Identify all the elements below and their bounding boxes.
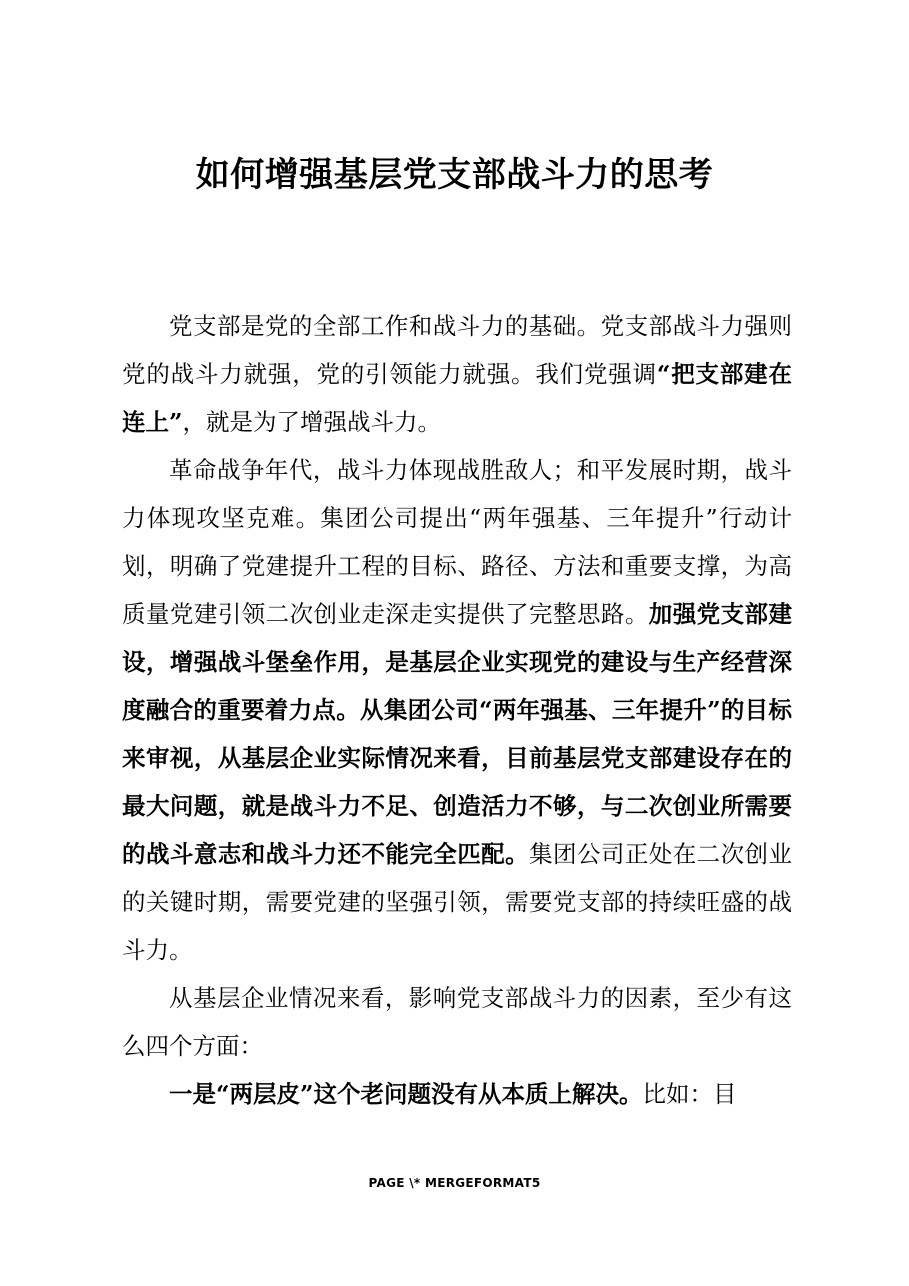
paragraph-2-bold: 加强党支部建设，增强战斗堡垒作用，是基层企业实现党的建设与生产经营深度融合的重要着力点。从集团公司“两年强基、三年提升”的目标来审视，从基层企业实际情况来看，目前基层党支部建设存在的最大问题，就是战斗力不足、创造活力不够，与二次创业所需要的战斗意志和战斗力还不能完全匹配。	[122, 600, 793, 868]
paragraph-1-text: 党支部是党的全部工作和战斗力的基础。党支部战斗力强则党的战斗力就强，党的引领能力就强。我们党强调	[122, 312, 792, 388]
paragraph-4-tail: 比如：目	[642, 1080, 737, 1108]
paragraph-1-tail: ，就是为了增强战斗力。	[182, 408, 442, 436]
paragraph-2	[122, 446, 792, 974]
paragraph-2-tail: 集团公司正处在二次创业的关键时期，需要党建的坚强引领，需要党支部的持续旺盛的战斗力。	[122, 840, 793, 964]
paragraph-3: 从基层企业情况来看，影响党支部战斗力的因素，至少有这么四个方面：	[122, 984, 792, 1060]
paragraph-4	[122, 1070, 792, 1118]
paragraph-1	[122, 302, 792, 446]
paragraph-4-bold: 一是“两层皮”这个老问题没有从本质上解决。	[169, 1080, 643, 1108]
document-title: 如何增强基层党支部战斗力的思考	[195, 155, 714, 195]
paragraph-1-bold: “把支部建在连上”	[122, 360, 792, 436]
document-body	[122, 302, 792, 1118]
page-footer: PAGE \* MERGEFORMAT5	[368, 1176, 541, 1190]
paragraph-2-text: 革命战争年代，战斗力体现战胜敌人；和平发展时期，战斗力体现攻坚克难。集团公司提出“两年强基、三年提升”行动计划，明确了党建提升工程的目标、路径、方法和重要支撑，为高质量党建引领二次创业走深走实提供了完整思路。	[122, 456, 792, 628]
